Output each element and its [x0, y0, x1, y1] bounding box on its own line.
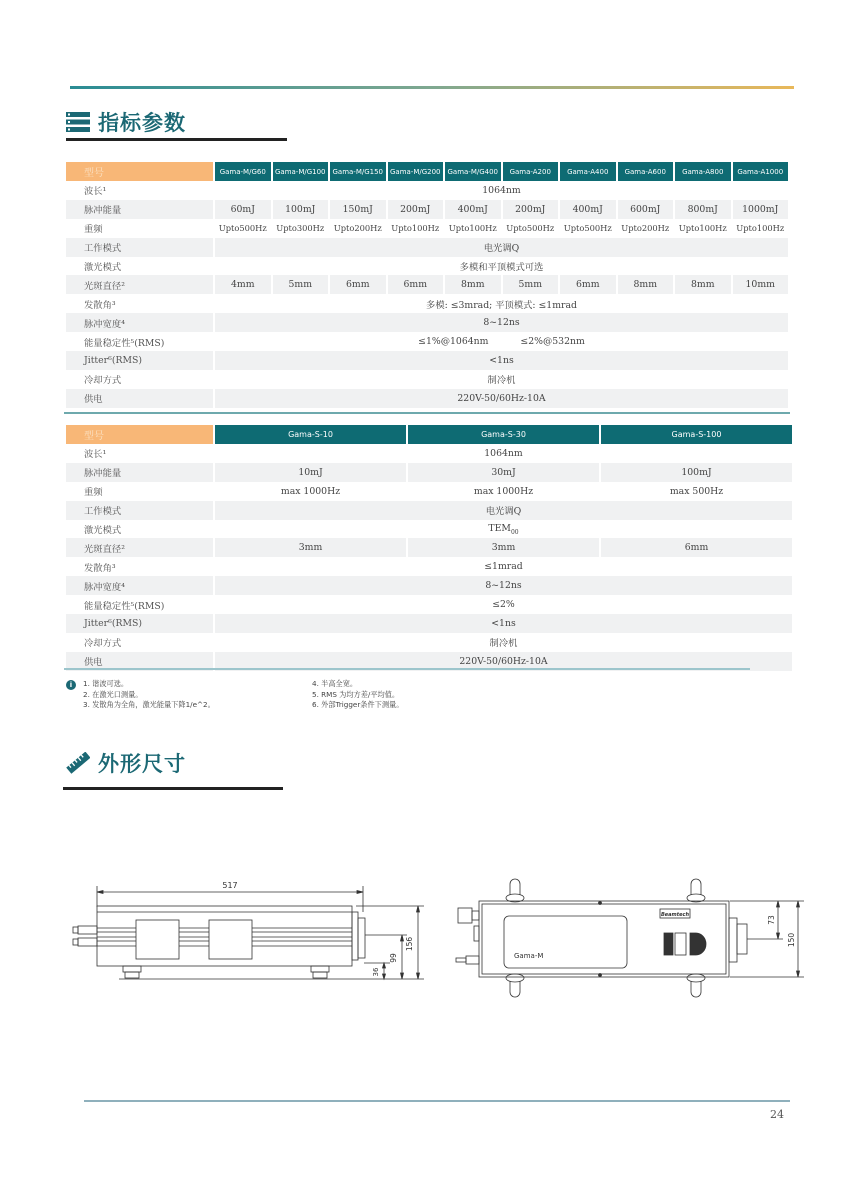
cell: Upto500Hz: [218, 223, 267, 234]
cell: 100mJ: [273, 200, 329, 219]
row-label: 供电: [66, 389, 213, 408]
footnote: 3. 发散角为全角，激光能量下降1/e^2。: [83, 700, 215, 709]
row-label: 发散角³: [84, 562, 116, 574]
table-row: [66, 444, 792, 463]
dim-height-axis: 99: [389, 953, 398, 963]
cell: 60mJ: [215, 200, 271, 219]
row-value: 220V-50/60Hz-10A: [215, 389, 788, 408]
model-header: Gama-A1000: [733, 162, 789, 181]
table-row: [66, 181, 788, 200]
model-header-label: 型号: [66, 162, 213, 181]
dim-width-axis: 73: [767, 915, 776, 925]
footer-rule: [84, 1100, 790, 1102]
row-label: 能量稳定性⁵(RMS): [84, 600, 165, 612]
row-value: 8~12ns: [215, 576, 792, 595]
cell: 600mJ: [618, 200, 674, 219]
top-gradient-rule: [70, 86, 794, 89]
side-view-drawing: [64, 872, 424, 992]
row-label: 脉冲宽度⁴: [66, 313, 213, 332]
table-row: [66, 557, 792, 576]
row-value: 多模: ≤3mrad; 平顶模式: ≤1mrad: [426, 299, 577, 311]
cell: 100mJ: [601, 463, 792, 482]
cell: max 500Hz: [669, 485, 724, 497]
server-list-icon: [66, 112, 90, 132]
table-row: [66, 370, 788, 389]
row-label: 工作模式: [66, 238, 213, 257]
table-row: [66, 538, 792, 557]
table-row: [66, 595, 792, 614]
row-label: 激光模式: [84, 262, 122, 273]
cell: 150mJ: [330, 200, 386, 219]
specs-section-title: 指标参数: [98, 111, 186, 135]
section-underline: [63, 787, 283, 790]
table-row: [66, 633, 792, 652]
row-value: ≤2%: [492, 599, 515, 611]
cell: 8mm: [445, 275, 501, 294]
cell: 10mJ: [215, 463, 406, 482]
cell: 6mm: [601, 538, 792, 557]
cell: Upto100Hz: [678, 223, 727, 234]
row-label: Jitter⁶(RMS): [66, 351, 213, 370]
model-header: Gama-M/G400: [445, 162, 501, 181]
table-row: [66, 389, 788, 408]
model-header: Gama-M/G150: [330, 162, 386, 181]
row-value: 220V-50/60Hz-10A: [215, 652, 792, 671]
row-value: 1064nm: [484, 447, 523, 459]
dim-height-total: 156: [405, 936, 414, 952]
cell: Upto500Hz: [563, 223, 612, 234]
table-row: [66, 332, 788, 351]
table-row: [66, 576, 792, 595]
cell: Upto200Hz: [621, 223, 670, 234]
cell: 400mJ: [445, 200, 501, 219]
cell: max 1000Hz: [473, 485, 534, 497]
cell: 8mm: [675, 275, 731, 294]
table-row: [66, 520, 792, 539]
row-label: 冷却方式: [84, 375, 122, 387]
table-row: [66, 219, 788, 238]
row-value: ≤1mrad: [484, 561, 523, 573]
table-row: [66, 482, 792, 501]
table-row: [66, 351, 788, 370]
table-row: [66, 275, 788, 294]
footnote: 2. 在激光口测量。: [83, 689, 143, 699]
model-header-label: 型号: [66, 425, 213, 444]
cell: Upto100Hz: [391, 223, 440, 234]
model-header: Gama-A200: [503, 162, 559, 181]
dims-section-title: 外形尺寸: [98, 752, 186, 776]
row-label: 重频: [84, 487, 103, 499]
info-icon: i: [66, 680, 76, 690]
row-label: 光斑直径²: [66, 538, 213, 557]
model-header: Gama-S-10: [215, 425, 406, 444]
row-label: 脉冲能量: [66, 200, 213, 219]
section-underline: [66, 138, 287, 141]
tem-mode-sub: 00: [510, 528, 519, 536]
model-header: Gama-A400: [560, 162, 616, 181]
table-divider: [64, 412, 790, 414]
row-value: [215, 332, 788, 351]
footnote: 6. 外部Trigger条件下测量。: [312, 700, 404, 709]
table-row: [66, 501, 792, 520]
table-row: [66, 257, 788, 276]
row-label: 波长¹: [84, 449, 107, 461]
specs-section-heading: [66, 107, 186, 137]
model-label: Gama-M: [514, 952, 544, 960]
row-label: 脉冲能量: [66, 463, 213, 482]
row-label: 脉冲宽度⁴: [66, 576, 213, 595]
ruler-icon: [66, 752, 90, 774]
row-value: <1ns: [215, 351, 788, 370]
cell: 5mm: [273, 275, 329, 294]
row-value: 多模和平顶模式可选: [459, 262, 544, 273]
row-value: <1ns: [215, 614, 792, 633]
table-row: [66, 200, 788, 219]
stability-1064: ≤1%@1064nm: [418, 336, 489, 348]
table-row: [66, 313, 788, 332]
cell: 400mJ: [560, 200, 616, 219]
footnotes-left: [83, 679, 215, 711]
cell: Upto100Hz: [448, 223, 497, 234]
page-number: 24: [770, 1108, 784, 1121]
row-label: 光斑直径²: [66, 275, 213, 294]
cell: 6mm: [388, 275, 444, 294]
spec-table-2: [64, 425, 794, 671]
cell: 4mm: [215, 275, 271, 294]
cell: 200mJ: [388, 200, 444, 219]
cell: max 1000Hz: [280, 485, 341, 497]
cell: Upto500Hz: [506, 223, 555, 234]
row-value: 电光调Q: [215, 501, 792, 520]
table-row: [66, 238, 788, 257]
cell: 6mm: [330, 275, 386, 294]
cell: 3mm: [408, 538, 599, 557]
footnote: 1. 谐波可选。: [83, 679, 129, 688]
dim-length: 517: [222, 881, 238, 890]
cell: 30mJ: [408, 463, 599, 482]
row-label: 供电: [66, 652, 213, 671]
model-header: Gama-A800: [675, 162, 731, 181]
model-header: Gama-S-30: [408, 425, 599, 444]
model-header: Gama-M/G60: [215, 162, 271, 181]
dim-height-base: 36: [372, 967, 380, 977]
model-header: Gama-M/G200: [388, 162, 444, 181]
footnotes-right: [312, 679, 403, 711]
dim-width-total: 150: [787, 932, 796, 948]
row-value: 8~12ns: [215, 313, 788, 332]
row-label: 冷却方式: [84, 638, 122, 650]
table-header-row: [66, 162, 788, 181]
top-view-drawing: [448, 876, 808, 1006]
row-value: 电光调Q: [215, 238, 788, 257]
cell: 1000mJ: [733, 200, 789, 219]
dims-section-heading: [66, 748, 186, 778]
row-value: 1064nm: [482, 184, 521, 196]
row-label: 重频: [84, 224, 103, 236]
cell: Upto100Hz: [736, 223, 785, 234]
row-label: 激光模式: [84, 525, 122, 536]
table-row: [66, 614, 792, 633]
stability-532: ≤2%@532nm: [520, 336, 585, 348]
brand-logo: Beamtech: [660, 912, 690, 918]
tem-mode: TEM: [488, 522, 511, 534]
table-row: [66, 294, 788, 313]
row-label: 工作模式: [66, 501, 213, 520]
footnote: 4. 半高全宽。: [312, 679, 358, 688]
cell: 5mm: [503, 275, 559, 294]
cell: 200mJ: [503, 200, 559, 219]
row-value: 制冷机: [489, 638, 518, 650]
table-divider: [64, 668, 750, 670]
cell: 8mm: [618, 275, 674, 294]
table-header-row: [66, 425, 792, 444]
cell: Upto300Hz: [276, 223, 325, 234]
footnote: 5. RMS 为均方差/平均值。: [312, 689, 400, 699]
model-header: Gama-S-100: [601, 425, 792, 444]
row-value: [215, 520, 792, 539]
cell: 800mJ: [675, 200, 731, 219]
model-header: Gama-A600: [618, 162, 674, 181]
cell: Upto200Hz: [333, 223, 382, 234]
cell: 3mm: [215, 538, 406, 557]
model-header: Gama-M/G100: [273, 162, 329, 181]
table-row: [66, 463, 792, 482]
row-label: 发散角³: [84, 299, 116, 311]
row-label: Jitter⁶(RMS): [66, 614, 213, 633]
spec-table-1: [64, 162, 790, 408]
cell: 10mm: [733, 275, 789, 294]
row-label: 能量稳定性⁵(RMS): [84, 337, 165, 349]
row-label: 波长¹: [84, 186, 107, 198]
cell: 6mm: [560, 275, 616, 294]
row-value: 制冷机: [487, 375, 516, 387]
